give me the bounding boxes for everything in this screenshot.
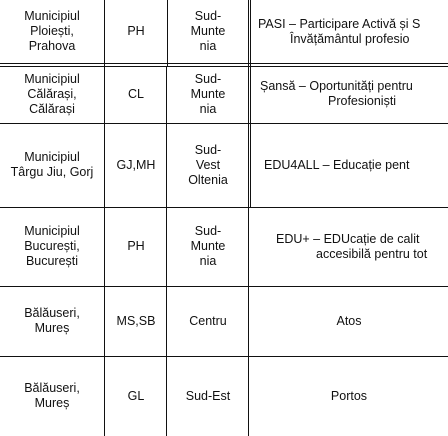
locality-line: Mureș [34,321,70,335]
column-divider [167,0,168,66]
project-cell [250,207,448,286]
region-line: Oltenia [188,172,228,187]
county-code: MS,SB [116,313,156,328]
project-line: EDU4ALL – Educație pent [264,157,410,172]
locality-cell [0,286,104,356]
county-code: GL [127,388,145,403]
locality-line: Călărași [29,101,75,116]
region-cell [168,207,248,286]
project-line: accesibilă pentru tot [316,246,428,261]
table-row [0,207,448,286]
region-line: Munte [190,24,226,38]
project-line: Învățământul profesio [290,31,410,46]
region-cell [168,0,248,63]
project-line: PASI – Participare Activă și S [258,16,421,31]
locality-line: Municipiul [24,71,80,86]
locality-line: Prahova [28,39,76,53]
region-line: Munte [190,239,226,253]
region-line: Sud- [194,71,222,86]
county-code-cell [104,356,168,436]
region-cell [168,356,248,436]
region-line: Munte [190,86,226,101]
locality-cell [0,65,104,123]
project-cell [250,123,448,207]
county-code: CL [128,86,144,101]
locality-line: Bălăuseri, [24,306,80,320]
project-line: EDU+ – EDUcație de calit [276,231,420,246]
row-divider [0,356,448,357]
county-code-cell [104,0,168,63]
locality-line: Bălăuseri, [24,381,80,395]
locality-cell [0,207,104,286]
locality-cell [0,0,104,63]
region-line: Sud- [194,224,222,238]
row-divider [0,66,448,67]
project-cell [250,356,448,436]
table-row [0,123,448,207]
county-code-cell [104,65,168,123]
table-row [0,0,448,63]
region-line: Centru [189,313,227,328]
project-line: Portos [330,388,368,403]
column-divider [104,0,105,436]
region-line: Vest [195,157,221,172]
region-cell [168,65,248,123]
row-divider [0,207,448,208]
county-code: GJ,MH [116,157,156,172]
project-cell [250,65,448,123]
locality-line: Municipiul [24,150,80,164]
locality-line: Municipiul [24,224,80,238]
region-line: Sud- [194,142,222,157]
region-line: nia [199,254,217,268]
county-code-cell [104,286,168,356]
table-row [0,65,448,123]
project-line: Atos [336,313,362,328]
locality-line: București, [24,239,80,253]
column-divider [250,0,251,207]
locality-line: Târgu Jiu, Gorj [10,165,94,179]
table-row [0,356,448,436]
column-divider [166,66,167,436]
county-code-cell [104,123,168,207]
locality-line: Mureș [34,396,70,410]
row-divider [0,63,448,64]
region-line: nia [199,101,217,116]
project-cell [250,0,448,63]
county-code: PH [127,239,145,253]
region-line: nia [199,39,217,53]
region-line: Sud- [194,9,222,23]
county-code: PH [127,24,145,38]
locality-cell [0,356,104,436]
county-code-cell [104,207,168,286]
region-cell [168,286,248,356]
region-cell [168,123,248,207]
table-row [0,286,448,356]
project-line: Șansă – Oportunități pentru [260,79,413,93]
locality-line: Ploiești, [30,24,74,38]
project-line: Profesioniști [328,94,397,108]
row-divider [0,123,448,124]
project-cell [250,286,448,356]
column-divider [248,0,249,436]
locality-cell [0,123,104,207]
locality-line: Călărași, [27,86,77,101]
region-line: Sud-Est [185,388,231,403]
row-divider [0,286,448,287]
locality-line: Municipiul [24,9,80,23]
locality-line: București [25,254,79,268]
